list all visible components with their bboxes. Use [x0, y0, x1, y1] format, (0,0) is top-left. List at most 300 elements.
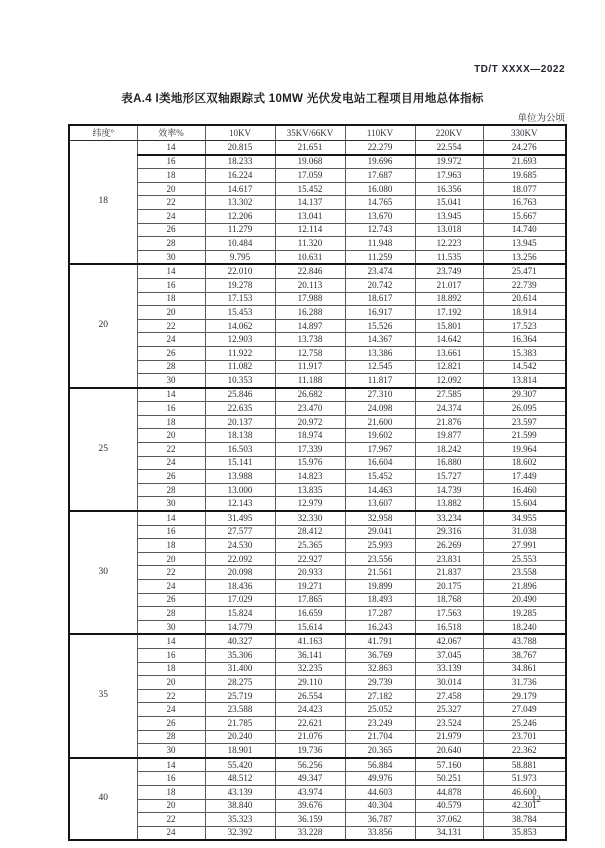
- value-cell: 14.779: [205, 620, 275, 634]
- value-cell: 19.964: [483, 443, 566, 457]
- value-cell: 17.523: [483, 319, 566, 333]
- value-cell: 20.137: [205, 415, 275, 429]
- value-cell: 15.383: [483, 346, 566, 360]
- value-cell: 23.831: [415, 552, 483, 566]
- value-cell: 22.635: [205, 402, 275, 416]
- value-cell: 27.577: [205, 525, 275, 539]
- value-cell: 29.041: [345, 525, 415, 539]
- value-cell: 23.249: [345, 716, 415, 730]
- efficiency-cell: 16: [137, 278, 205, 292]
- value-cell: 27.585: [415, 388, 483, 402]
- efficiency-cell: 30: [137, 250, 205, 264]
- value-cell: 23.588: [205, 703, 275, 717]
- value-cell: 18.602: [483, 456, 566, 470]
- table-row: [69, 497, 566, 511]
- value-cell: 15.141: [205, 456, 275, 470]
- table-row: [69, 402, 566, 416]
- value-cell: 34.955: [483, 511, 566, 525]
- value-cell: 14.137: [275, 196, 345, 210]
- value-cell: 21.979: [415, 730, 483, 744]
- value-cell: 21.651: [275, 141, 345, 155]
- value-cell: 20.098: [205, 566, 275, 580]
- value-cell: 38.840: [205, 799, 275, 813]
- value-cell: 26.682: [275, 388, 345, 402]
- efficiency-cell: 20: [137, 676, 205, 690]
- value-cell: 11.188: [275, 374, 345, 388]
- value-cell: 14.823: [275, 470, 345, 484]
- table-row: [69, 292, 566, 306]
- value-cell: 56.256: [275, 758, 345, 772]
- value-cell: 18.493: [345, 593, 415, 607]
- value-cell: 20.742: [345, 278, 415, 292]
- efficiency-cell: 30: [137, 374, 205, 388]
- value-cell: 17.865: [275, 593, 345, 607]
- value-cell: 19.877: [415, 429, 483, 443]
- efficiency-cell: 28: [137, 237, 205, 251]
- value-cell: 20.175: [415, 580, 483, 594]
- value-cell: 20.614: [483, 292, 566, 306]
- table-row: [69, 360, 566, 374]
- value-cell: 11.320: [275, 237, 345, 251]
- value-cell: 14.740: [483, 223, 566, 237]
- value-cell: 17.153: [205, 292, 275, 306]
- value-cell: 44.878: [415, 785, 483, 799]
- value-cell: 21.896: [483, 580, 566, 594]
- value-cell: 19.285: [483, 607, 566, 621]
- value-cell: 25.327: [415, 703, 483, 717]
- value-cell: 12.903: [205, 333, 275, 347]
- value-cell: 13.814: [483, 374, 566, 388]
- value-cell: 14.642: [415, 333, 483, 347]
- value-cell: 11.948: [345, 237, 415, 251]
- latitude-cell: 30: [69, 511, 137, 634]
- value-cell: 21.837: [415, 566, 483, 580]
- value-cell: 36.787: [345, 813, 415, 827]
- value-cell: 16.364: [483, 333, 566, 347]
- value-cell: 12.821: [415, 360, 483, 374]
- value-cell: 21.600: [345, 415, 415, 429]
- table-row: [69, 620, 566, 634]
- value-cell: 27.310: [345, 388, 415, 402]
- efficiency-cell: 20: [137, 799, 205, 813]
- table-row: [69, 456, 566, 470]
- value-cell: 33.228: [275, 826, 345, 840]
- value-cell: 32.235: [275, 662, 345, 676]
- value-cell: 27.458: [415, 689, 483, 703]
- doc-code: TD/T XXXX—2022: [474, 64, 565, 75]
- table-header: [69, 125, 566, 141]
- value-cell: 17.029: [205, 593, 275, 607]
- table-row: [69, 306, 566, 320]
- value-cell: 25.719: [205, 689, 275, 703]
- value-cell: 25.846: [205, 388, 275, 402]
- value-cell: 14.463: [345, 483, 415, 497]
- value-cell: 36.159: [275, 813, 345, 827]
- value-cell: 16.460: [483, 483, 566, 497]
- value-cell: 32.863: [345, 662, 415, 676]
- value-cell: 29.316: [415, 525, 483, 539]
- efficiency-cell: 14: [137, 758, 205, 772]
- value-cell: 16.224: [205, 169, 275, 183]
- value-cell: 42.301: [483, 799, 566, 813]
- table-row: [69, 593, 566, 607]
- value-cell: 24.276: [483, 141, 566, 155]
- table-row: [69, 223, 566, 237]
- efficiency-cell: 30: [137, 620, 205, 634]
- value-cell: 23.556: [345, 552, 415, 566]
- value-cell: 19.736: [275, 744, 345, 758]
- value-cell: 24.530: [205, 539, 275, 553]
- table-row: [69, 525, 566, 539]
- value-cell: 17.988: [275, 292, 345, 306]
- value-cell: 23.701: [483, 730, 566, 744]
- value-cell: 33.856: [345, 826, 415, 840]
- table-row: [69, 648, 566, 662]
- value-cell: 17.287: [345, 607, 415, 621]
- col-header-110kv: 110KV: [345, 125, 415, 141]
- value-cell: 23.524: [415, 716, 483, 730]
- table-row: [69, 182, 566, 196]
- table-row: [69, 539, 566, 553]
- table-row: [69, 333, 566, 347]
- table-row: [69, 716, 566, 730]
- efficiency-cell: 24: [137, 209, 205, 223]
- value-cell: 13.607: [345, 497, 415, 511]
- value-cell: 28.275: [205, 676, 275, 690]
- value-cell: 13.386: [345, 346, 415, 360]
- value-cell: 33.234: [415, 511, 483, 525]
- value-cell: 21.693: [483, 155, 566, 169]
- value-cell: 48.512: [205, 772, 275, 786]
- value-cell: 10.631: [275, 250, 345, 264]
- value-cell: 18.901: [205, 744, 275, 758]
- value-cell: 20.490: [483, 593, 566, 607]
- efficiency-cell: 24: [137, 333, 205, 347]
- indicator-table-wrap: [68, 124, 565, 841]
- value-cell: 12.758: [275, 346, 345, 360]
- value-cell: 26.269: [415, 539, 483, 553]
- value-cell: 13.738: [275, 333, 345, 347]
- efficiency-cell: 24: [137, 703, 205, 717]
- table-row: [69, 552, 566, 566]
- value-cell: 35.306: [205, 648, 275, 662]
- value-cell: 25.553: [483, 552, 566, 566]
- value-cell: 16.880: [415, 456, 483, 470]
- table-row: [69, 580, 566, 594]
- value-cell: 16.503: [205, 443, 275, 457]
- table-row: [69, 703, 566, 717]
- efficiency-cell: 28: [137, 730, 205, 744]
- col-header-efficiency: 效率%: [137, 125, 205, 141]
- value-cell: 23.474: [345, 264, 415, 278]
- value-cell: 21.599: [483, 429, 566, 443]
- value-cell: 16.917: [345, 306, 415, 320]
- value-cell: 13.041: [275, 209, 345, 223]
- value-cell: 13.945: [415, 209, 483, 223]
- value-cell: 22.554: [415, 141, 483, 155]
- value-cell: 15.452: [345, 470, 415, 484]
- table-row: [69, 772, 566, 786]
- value-cell: 31.495: [205, 511, 275, 525]
- table-row: [69, 237, 566, 251]
- table-row: [69, 634, 566, 648]
- efficiency-cell: 30: [137, 744, 205, 758]
- value-cell: 16.288: [275, 306, 345, 320]
- table-row: [69, 689, 566, 703]
- value-cell: 32.330: [275, 511, 345, 525]
- indicator-table: [68, 124, 567, 841]
- value-cell: 11.279: [205, 223, 275, 237]
- value-cell: 12.092: [415, 374, 483, 388]
- value-cell: 11.922: [205, 346, 275, 360]
- value-cell: 16.659: [275, 607, 345, 621]
- efficiency-cell: 22: [137, 319, 205, 333]
- efficiency-cell: 22: [137, 689, 205, 703]
- unit-note: 单位为公顷: [517, 114, 565, 124]
- value-cell: 29.307: [483, 388, 566, 402]
- value-cell: 17.059: [275, 169, 345, 183]
- value-cell: 13.256: [483, 250, 566, 264]
- efficiency-cell: 14: [137, 388, 205, 402]
- value-cell: 16.080: [345, 182, 415, 196]
- value-cell: 18.240: [483, 620, 566, 634]
- efficiency-cell: 24: [137, 456, 205, 470]
- value-cell: 21.704: [345, 730, 415, 744]
- efficiency-cell: 20: [137, 306, 205, 320]
- value-cell: 51.973: [483, 772, 566, 786]
- col-header-35kv-66kv: 35KV/66KV: [275, 125, 345, 141]
- value-cell: 29.110: [275, 676, 345, 690]
- value-cell: 12.743: [345, 223, 415, 237]
- value-cell: 14.542: [483, 360, 566, 374]
- value-cell: 11.259: [345, 250, 415, 264]
- table-caption: 表A.4 Ⅰ类地形区双轴跟踪式 10MW 光伏发电站工程项目用地总体指标: [121, 93, 484, 105]
- value-cell: 33.139: [415, 662, 483, 676]
- value-cell: 20.113: [275, 278, 345, 292]
- efficiency-cell: 18: [137, 785, 205, 799]
- efficiency-cell: 18: [137, 539, 205, 553]
- value-cell: 11.082: [205, 360, 275, 374]
- efficiency-cell: 24: [137, 826, 205, 840]
- value-cell: 27.991: [483, 539, 566, 553]
- col-header-330kv: 330KV: [483, 125, 566, 141]
- table-row: [69, 250, 566, 264]
- efficiency-cell: 26: [137, 470, 205, 484]
- table-row: [69, 785, 566, 799]
- value-cell: 35.853: [483, 826, 566, 840]
- value-cell: 25.365: [275, 539, 345, 553]
- value-cell: 15.824: [205, 607, 275, 621]
- value-cell: 38.784: [483, 813, 566, 827]
- value-cell: 57.160: [415, 758, 483, 772]
- efficiency-cell: 18: [137, 415, 205, 429]
- value-cell: 18.617: [345, 292, 415, 306]
- efficiency-cell: 22: [137, 566, 205, 580]
- value-cell: 13.945: [483, 237, 566, 251]
- value-cell: 12.545: [345, 360, 415, 374]
- value-cell: 16.604: [345, 456, 415, 470]
- value-cell: 39.676: [275, 799, 345, 813]
- table-row: [69, 730, 566, 744]
- table-row: [69, 483, 566, 497]
- value-cell: 15.526: [345, 319, 415, 333]
- table-row: [69, 826, 566, 840]
- efficiency-cell: 16: [137, 648, 205, 662]
- value-cell: 14.062: [205, 319, 275, 333]
- value-cell: 32.392: [205, 826, 275, 840]
- table-row: [69, 346, 566, 360]
- value-cell: 23.558: [483, 566, 566, 580]
- value-cell: 19.696: [345, 155, 415, 169]
- value-cell: 13.988: [205, 470, 275, 484]
- efficiency-cell: 24: [137, 580, 205, 594]
- value-cell: 14.617: [205, 182, 275, 196]
- value-cell: 26.554: [275, 689, 345, 703]
- efficiency-cell: 20: [137, 429, 205, 443]
- value-cell: 43.139: [205, 785, 275, 799]
- value-cell: 30.014: [415, 676, 483, 690]
- latitude-cell: 35: [69, 634, 137, 757]
- efficiency-cell: 20: [137, 552, 205, 566]
- value-cell: 17.192: [415, 306, 483, 320]
- value-cell: 10.353: [205, 374, 275, 388]
- value-cell: 31.736: [483, 676, 566, 690]
- value-cell: 17.339: [275, 443, 345, 457]
- value-cell: 15.604: [483, 497, 566, 511]
- value-cell: 17.963: [415, 169, 483, 183]
- value-cell: 34.861: [483, 662, 566, 676]
- value-cell: 29.179: [483, 689, 566, 703]
- table-row: [69, 443, 566, 457]
- value-cell: 29.739: [345, 676, 415, 690]
- value-cell: 15.667: [483, 209, 566, 223]
- value-cell: 22.092: [205, 552, 275, 566]
- value-cell: 19.602: [345, 429, 415, 443]
- value-cell: 11.535: [415, 250, 483, 264]
- value-cell: 55.420: [205, 758, 275, 772]
- latitude-cell: 25: [69, 388, 137, 511]
- value-cell: 15.453: [205, 306, 275, 320]
- value-cell: 19.972: [415, 155, 483, 169]
- value-cell: 11.817: [345, 374, 415, 388]
- value-cell: 12.206: [205, 209, 275, 223]
- efficiency-cell: 16: [137, 772, 205, 786]
- efficiency-cell: 18: [137, 292, 205, 306]
- value-cell: 18.892: [415, 292, 483, 306]
- value-cell: 41.791: [345, 634, 415, 648]
- value-cell: 36.769: [345, 648, 415, 662]
- value-cell: 25.052: [345, 703, 415, 717]
- value-cell: 27.182: [345, 689, 415, 703]
- value-cell: 25.993: [345, 539, 415, 553]
- value-cell: 42.067: [415, 634, 483, 648]
- value-cell: 18.138: [205, 429, 275, 443]
- table-row: [69, 566, 566, 580]
- table-row: [69, 209, 566, 223]
- value-cell: 15.041: [415, 196, 483, 210]
- value-cell: 19.068: [275, 155, 345, 169]
- table-row: [69, 264, 566, 278]
- value-cell: 19.271: [275, 580, 345, 594]
- value-cell: 23.597: [483, 415, 566, 429]
- value-cell: 44.603: [345, 785, 415, 799]
- table-row: [69, 744, 566, 758]
- value-cell: 40.304: [345, 799, 415, 813]
- value-cell: 22.927: [275, 552, 345, 566]
- efficiency-cell: 28: [137, 360, 205, 374]
- efficiency-cell: 14: [137, 634, 205, 648]
- value-cell: 20.240: [205, 730, 275, 744]
- col-header-10kv: 10KV: [205, 125, 275, 141]
- table-row: [69, 607, 566, 621]
- value-cell: 12.223: [415, 237, 483, 251]
- value-cell: 12.979: [275, 497, 345, 511]
- value-cell: 15.801: [415, 319, 483, 333]
- col-header-220kv: 220KV: [415, 125, 483, 141]
- value-cell: 32.958: [345, 511, 415, 525]
- efficiency-cell: 30: [137, 497, 205, 511]
- table-row: [69, 155, 566, 169]
- value-cell: 21.876: [415, 415, 483, 429]
- table-body: [69, 141, 566, 841]
- value-cell: 24.098: [345, 402, 415, 416]
- efficiency-cell: 22: [137, 443, 205, 457]
- value-cell: 20.815: [205, 141, 275, 155]
- value-cell: 21.076: [275, 730, 345, 744]
- value-cell: 23.749: [415, 264, 483, 278]
- efficiency-cell: 22: [137, 196, 205, 210]
- value-cell: 13.882: [415, 497, 483, 511]
- value-cell: 16.243: [345, 620, 415, 634]
- table-row: [69, 676, 566, 690]
- value-cell: 31.038: [483, 525, 566, 539]
- value-cell: 22.621: [275, 716, 345, 730]
- efficiency-cell: 26: [137, 346, 205, 360]
- table-row: [69, 169, 566, 183]
- table-row: [69, 415, 566, 429]
- efficiency-cell: 16: [137, 155, 205, 169]
- value-cell: 20.933: [275, 566, 345, 580]
- value-cell: 12.114: [275, 223, 345, 237]
- value-cell: 14.897: [275, 319, 345, 333]
- efficiency-cell: 16: [137, 525, 205, 539]
- value-cell: 36.141: [275, 648, 345, 662]
- value-cell: 13.302: [205, 196, 275, 210]
- col-header-latitude: 纬度°: [69, 125, 137, 141]
- value-cell: 58.881: [483, 758, 566, 772]
- value-cell: 17.563: [415, 607, 483, 621]
- value-cell: 16.356: [415, 182, 483, 196]
- efficiency-cell: 28: [137, 607, 205, 621]
- efficiency-cell: 22: [137, 813, 205, 827]
- value-cell: 22.362: [483, 744, 566, 758]
- value-cell: 12.143: [205, 497, 275, 511]
- table-row: [69, 813, 566, 827]
- value-cell: 20.640: [415, 744, 483, 758]
- value-cell: 40.327: [205, 634, 275, 648]
- value-cell: 17.967: [345, 443, 415, 457]
- value-cell: 16.763: [483, 196, 566, 210]
- table-row: [69, 662, 566, 676]
- value-cell: 49.347: [275, 772, 345, 786]
- value-cell: 21.017: [415, 278, 483, 292]
- efficiency-cell: 28: [137, 483, 205, 497]
- latitude-cell: 18: [69, 141, 137, 265]
- value-cell: 38.767: [483, 648, 566, 662]
- table-row: [69, 511, 566, 525]
- value-cell: 23.470: [275, 402, 345, 416]
- value-cell: 18.077: [483, 182, 566, 196]
